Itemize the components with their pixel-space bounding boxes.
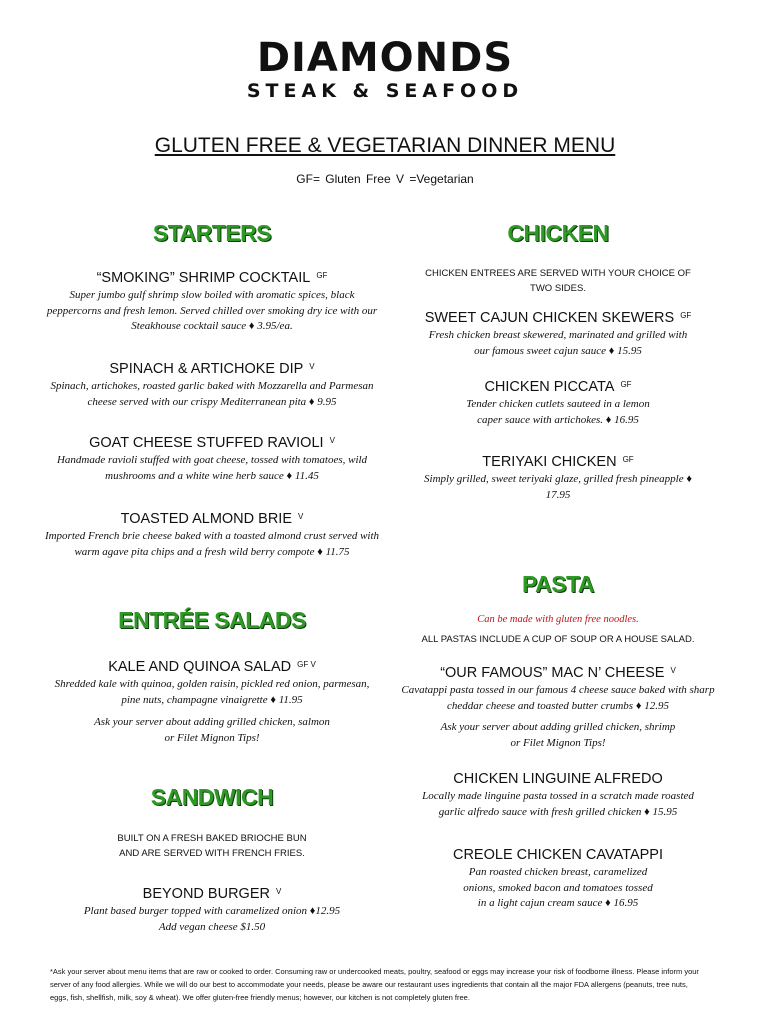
item-name: “SMOKING” SHRIMP COCKTAIL: [96, 270, 311, 286]
item-description: Plant based burger topped with caramelized onion ♦12.95: [83, 905, 341, 917]
menu-item: [44, 657, 380, 746]
menu-item: [44, 433, 380, 484]
item-description: Simply grilled, sweet teriyaki glaze, grilled fresh pineapple ♦ 17.95: [424, 473, 692, 501]
menu-item: [44, 884, 380, 935]
menu-item: [398, 769, 718, 820]
item-tag: GF V: [297, 660, 316, 669]
item-name: “OUR FAMOUS” MAC N’ CHEESE: [440, 665, 665, 681]
menu-item: [398, 663, 718, 751]
item-description: Imported French brie cheese baked with a toasted almond crust served with warm agave pita chips and a fresh wild berry compote ♦ 11.75: [44, 530, 380, 558]
item-extra: Add vegan cheese $1.50: [158, 920, 266, 933]
item-name: CHICKEN PICCATA: [484, 379, 615, 395]
section-note: BUILT ON A FRESH BAKED BRIOCHE BUN AND ARE SERVED WITH FRENCH FRIES.: [117, 833, 307, 859]
menu-item: [398, 377, 718, 428]
item-name: SPINACH & ARTICHOKE DIP: [109, 361, 304, 377]
item-tag: V: [275, 887, 282, 896]
menu-item: [398, 308, 718, 359]
logo-line2: STEAK & SEAFOOD: [246, 80, 524, 102]
menu-item: [398, 452, 718, 503]
section-heading-pasta: PASTA: [521, 571, 595, 597]
item-description: Super jumbo gulf shrimp slow boiled with aromatic spices, black peppercorns and fresh lemon. Served chilled over smoking dry ice with our Steakhouse cocktail sauce ♦ 3.95/ea.: [46, 289, 378, 332]
item-description: Shredded kale with quinoa, golden raisin, pickled red onion, parmesan, pine nuts, champagne vinaigrette ♦ 11.95: [54, 678, 370, 706]
item-tag: V: [670, 666, 676, 675]
item-tag: V: [309, 362, 315, 371]
item-description: Fresh chicken breast skewered, marinated and grilled with our famous sweet cajun sauce ♦ 15.95: [428, 329, 688, 357]
item-name: CHICKEN LINGUINE ALFREDO: [453, 771, 663, 787]
item-name: BEYOND BURGER: [142, 886, 270, 902]
menu-title: GLUTEN FREE & VEGETARIAN DINNER MENU: [154, 134, 616, 157]
left-column: [44, 0, 380, 960]
item-tag: GF: [622, 455, 634, 464]
menu-item: [398, 845, 718, 912]
menu-legend: GF= Gluten Free V =Vegetarian: [296, 172, 474, 186]
item-description: Handmade ravioli stuffed with goat cheese, tossed with tomatoes, wild mushrooms and a white wine herb sauce ♦ 11.45: [56, 454, 368, 482]
item-tag: GF: [680, 311, 692, 320]
item-name: CREOLE CHICKEN CAVATAPPI: [452, 847, 664, 863]
item-tag: GF: [620, 380, 632, 389]
menu-item: [44, 509, 380, 560]
section-heading-sandwich: SANDWICH: [150, 784, 274, 810]
menu-item: [44, 268, 380, 335]
item-description: Tender chicken cutlets sauteed in a lemon caper sauce with artichokes. ♦ 16.95: [466, 398, 650, 426]
section-heading-chicken: CHICKEN: [507, 220, 609, 246]
section-note: ALL PASTAS INCLUDE A CUP OF SOUP OR A HOUSE SALAD.: [421, 634, 695, 645]
item-addon-note: Ask your server about adding grilled chicken, shrimp or Filet Mignon Tips!: [440, 721, 676, 749]
item-description: Spinach, artichokes, roasted garlic baked with Mozzarella and Parmesan cheese served with our crispy Mediterranean pita ♦ 9.95: [50, 380, 374, 408]
item-addon-note: Ask your server about adding grilled chicken, salmon or Filet Mignon Tips!: [94, 716, 330, 744]
section-heading-salads: ENTRÉE SALADS: [118, 607, 306, 633]
item-description: Locally made linguine pasta tossed in a scratch made roasted garlic alfredo sauce with fresh grilled chicken ♦ 15.95: [422, 790, 694, 818]
item-name: GOAT CHEESE STUFFED RAVIOLI: [89, 435, 324, 451]
section-note: CHICKEN ENTREES ARE SERVED WITH YOUR CHOICE OF TWO SIDES.: [425, 268, 691, 294]
gluten-free-note: Can be made with gluten free noodles.: [477, 614, 639, 625]
section-heading-starters: STARTERS: [152, 220, 272, 246]
item-tag: V: [298, 512, 304, 521]
right-column: [398, 0, 718, 960]
item-tag: V: [329, 436, 335, 445]
item-name: TOASTED ALMOND BRIE: [120, 511, 292, 527]
item-name: KALE AND QUINOA SALAD: [108, 659, 292, 675]
item-description: Pan roasted chicken breast, caramelized onions, smoked bacon and tomatoes tossed in a light cajun cream sauce ♦ 16.95: [463, 866, 653, 909]
item-name: SWEET CAJUN CHICKEN SKEWERS: [424, 310, 675, 326]
menu-item: [44, 359, 380, 410]
allergy-disclaimer: *Ask your server about menu items that are raw or cooked to order. Consuming raw or undercooked meats, poultry, seafood or eggs may increase your risk of foodborne illness. Please inform your server of any food allergies. While we will do our best to accommodate your needs, please be aware our restaurant uses ingredients that contain all the major FDA allergens (peanuts, tree nuts, eggs, fish, shellfish, milk, soy & wheat). We offer gluten-free friendly menus; however, our kitchen is not completely gluten free.: [50, 967, 699, 1002]
item-name: TERIYAKI CHICKEN: [482, 454, 617, 470]
item-description: Cavatappi pasta tossed in our famous 4 cheese sauce baked with sharp cheddar cheese and toasted butter crumbs ♦ 12.95: [401, 684, 715, 712]
logo-line1: DIAMONDS: [256, 35, 514, 81]
item-tag: GF: [316, 271, 328, 280]
